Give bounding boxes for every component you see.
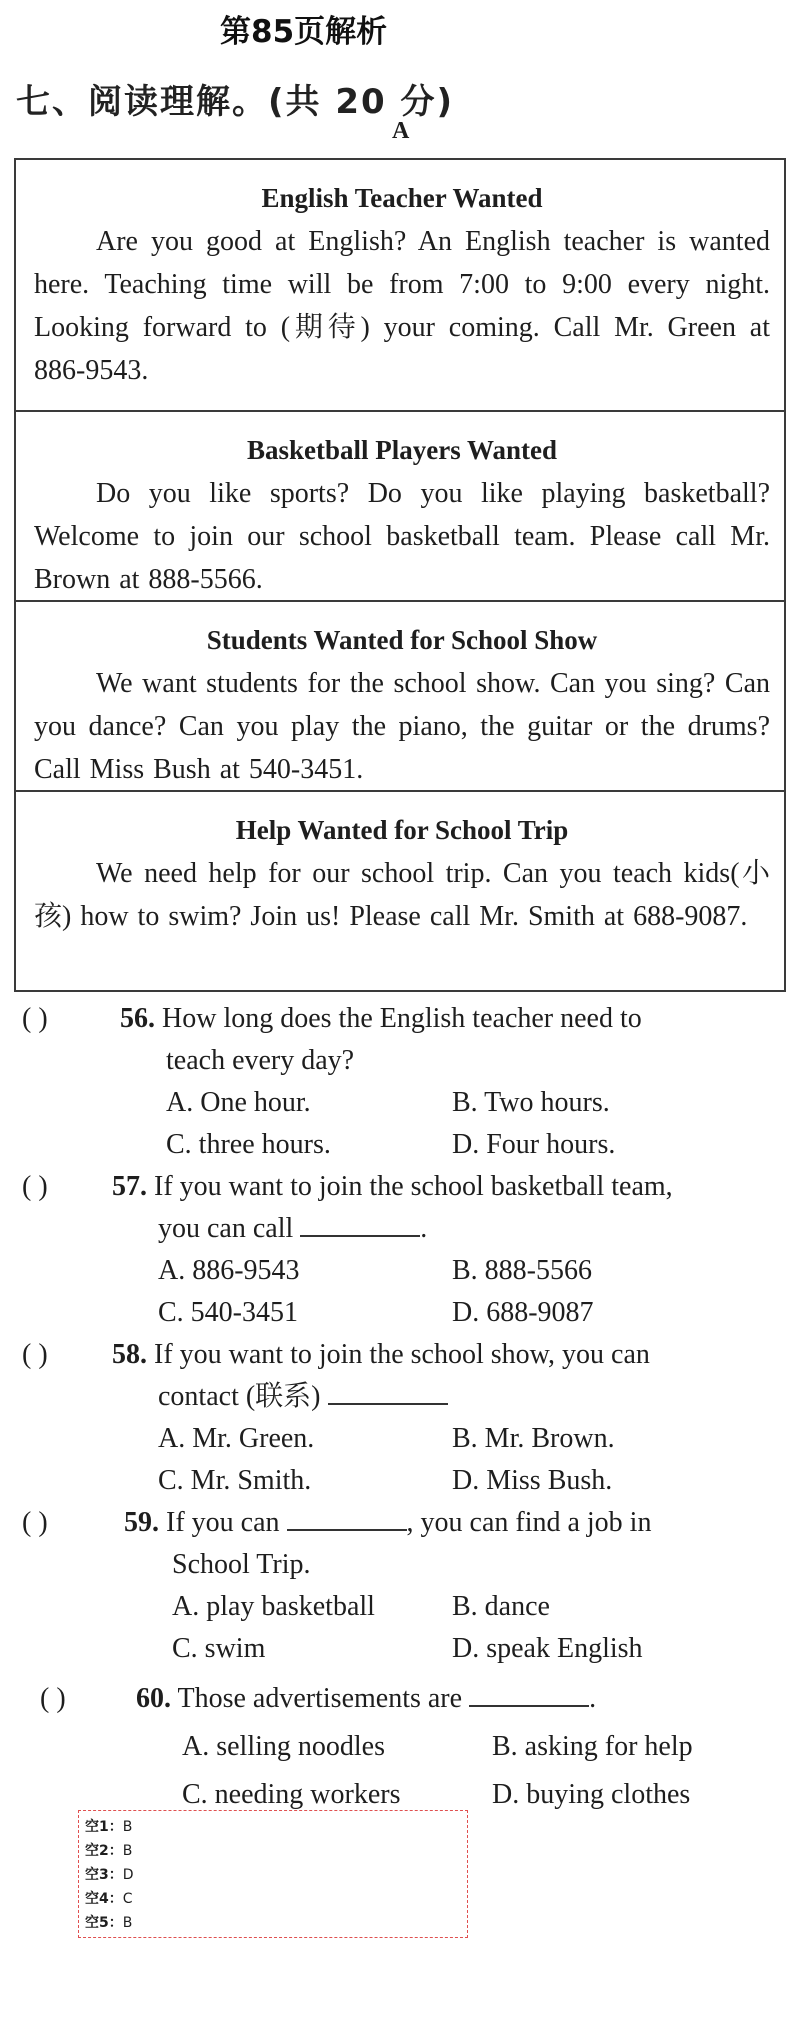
page-title: 第85页解析 bbox=[220, 14, 388, 50]
question-number: 58. bbox=[112, 1339, 147, 1370]
answer-bracket: ( ) bbox=[22, 1003, 48, 1034]
question-number: 56. bbox=[120, 1003, 155, 1034]
answer-blank bbox=[469, 1679, 589, 1707]
answer-label: 空3： bbox=[85, 1867, 123, 1883]
option-b: B. Two hours. bbox=[452, 1087, 610, 1118]
option-a: A. selling noodles bbox=[182, 1731, 385, 1762]
question-text: If you want to join the school basketball team, bbox=[154, 1171, 673, 1202]
answer-row bbox=[85, 1815, 461, 1839]
answer-blank bbox=[287, 1503, 407, 1531]
ad-body: We want students for the school show. Can you sing? Can you dance? Can you play the piano, the guitar or the drums? Call Miss Bush at 540-3451. bbox=[34, 668, 770, 785]
question-line bbox=[112, 1166, 754, 1208]
ad-body: Are you good at English? An English teacher is wanted here. Teaching time will be from 7:00 to 9:00 every night. Looking forward to (期待) your coming. Call Mr. Green at 886-9543. bbox=[34, 226, 770, 386]
question-text: , you can find a job in bbox=[406, 1507, 652, 1538]
answer-key bbox=[78, 1810, 468, 1938]
question-text-line2: School Trip. bbox=[172, 1549, 311, 1580]
answer-label: 空1： bbox=[85, 1819, 123, 1835]
question-number: 57. bbox=[112, 1171, 147, 1202]
ad-school-show bbox=[16, 602, 784, 792]
question-text: How long does the English teacher need to bbox=[162, 1003, 642, 1034]
option-a: A. 886-9543 bbox=[158, 1255, 300, 1286]
answer-bracket: ( ) bbox=[22, 1507, 48, 1538]
answer-label: 空4： bbox=[85, 1891, 123, 1907]
ad-body: Do you like sports? Do you like playing basketball? Welcome to join our school basketball team. Please call Mr. Brown at 888-5566. bbox=[34, 478, 770, 595]
question-text-line2: teach every day? bbox=[166, 1045, 355, 1076]
question-text: contact (联系) bbox=[158, 1381, 321, 1412]
option-a: A. Mr. Green. bbox=[158, 1423, 315, 1454]
option-b: B. 888-5566 bbox=[452, 1255, 592, 1286]
option-d: D. 688-9087 bbox=[452, 1297, 594, 1328]
question-line bbox=[120, 998, 754, 1040]
option-a: A. One hour. bbox=[166, 1087, 311, 1118]
answer-label: 空2： bbox=[85, 1843, 123, 1859]
answer-value: B bbox=[122, 1819, 133, 1835]
answer-row bbox=[85, 1911, 461, 1935]
answer-row bbox=[85, 1839, 461, 1863]
option-d: D. Miss Bush. bbox=[452, 1465, 613, 1496]
question-text: If you want to join the school show, you can bbox=[154, 1339, 650, 1370]
question-number: 59. bbox=[124, 1507, 159, 1538]
option-c: C. Mr. Smith. bbox=[158, 1465, 312, 1496]
ad-basketball-players bbox=[16, 412, 784, 602]
question-line bbox=[136, 1678, 756, 1720]
question-line bbox=[112, 1334, 754, 1376]
option-c: C. three hours. bbox=[166, 1129, 331, 1160]
answer-value: B bbox=[122, 1915, 133, 1931]
answer-row bbox=[85, 1887, 461, 1911]
question-text: If you can bbox=[166, 1507, 280, 1538]
option-b: B. dance bbox=[452, 1591, 550, 1622]
ad-school-trip bbox=[16, 792, 784, 990]
question-text: Those advertisements are bbox=[177, 1683, 463, 1714]
question-text: . bbox=[420, 1213, 428, 1244]
answer-bracket: ( ) bbox=[40, 1683, 66, 1714]
ad-title: Students Wanted for School Show bbox=[206, 625, 598, 655]
answer-bracket: ( ) bbox=[22, 1339, 48, 1370]
ad-body: We need help for our school trip. Can you teach kids(小孩) how to swim? Join us! Please call Mr. Smith at 688-9087. bbox=[34, 858, 770, 932]
option-d: D. speak English bbox=[452, 1633, 643, 1664]
answer-label: 空5： bbox=[85, 1915, 123, 1931]
option-c: C. 540-3451 bbox=[158, 1297, 298, 1328]
question-number: 60. bbox=[136, 1683, 171, 1714]
option-c: C. needing workers bbox=[182, 1779, 401, 1810]
answer-value: B bbox=[122, 1843, 133, 1859]
question-text-line2 bbox=[158, 1376, 448, 1418]
answer-blank bbox=[328, 1377, 448, 1405]
question-line bbox=[124, 1502, 754, 1544]
option-d: D. Four hours. bbox=[452, 1129, 616, 1160]
option-a: A. play basketball bbox=[172, 1591, 375, 1622]
answer-blank bbox=[300, 1209, 420, 1237]
advertisement-box bbox=[14, 158, 786, 992]
question-text-line2 bbox=[158, 1208, 427, 1250]
ad-title: English Teacher Wanted bbox=[261, 183, 543, 213]
answer-bracket: ( ) bbox=[22, 1171, 48, 1202]
answer-value: D bbox=[122, 1867, 134, 1883]
question-text: you can call bbox=[158, 1213, 294, 1244]
answer-value: C bbox=[122, 1891, 133, 1907]
option-b: B. asking for help bbox=[492, 1731, 693, 1762]
ad-english-teacher bbox=[16, 160, 784, 412]
answer-row bbox=[85, 1863, 461, 1887]
option-b: B. Mr. Brown. bbox=[452, 1423, 615, 1454]
option-d: D. buying clothes bbox=[492, 1779, 691, 1810]
ad-title: Help Wanted for School Trip bbox=[235, 815, 569, 845]
option-c: C. swim bbox=[172, 1633, 266, 1664]
section-heading: 七、阅读理解。(共 20 分) bbox=[16, 82, 455, 122]
ad-title: Basketball Players Wanted bbox=[246, 435, 558, 465]
passage-label: A bbox=[392, 118, 410, 144]
question-text: . bbox=[589, 1683, 597, 1714]
